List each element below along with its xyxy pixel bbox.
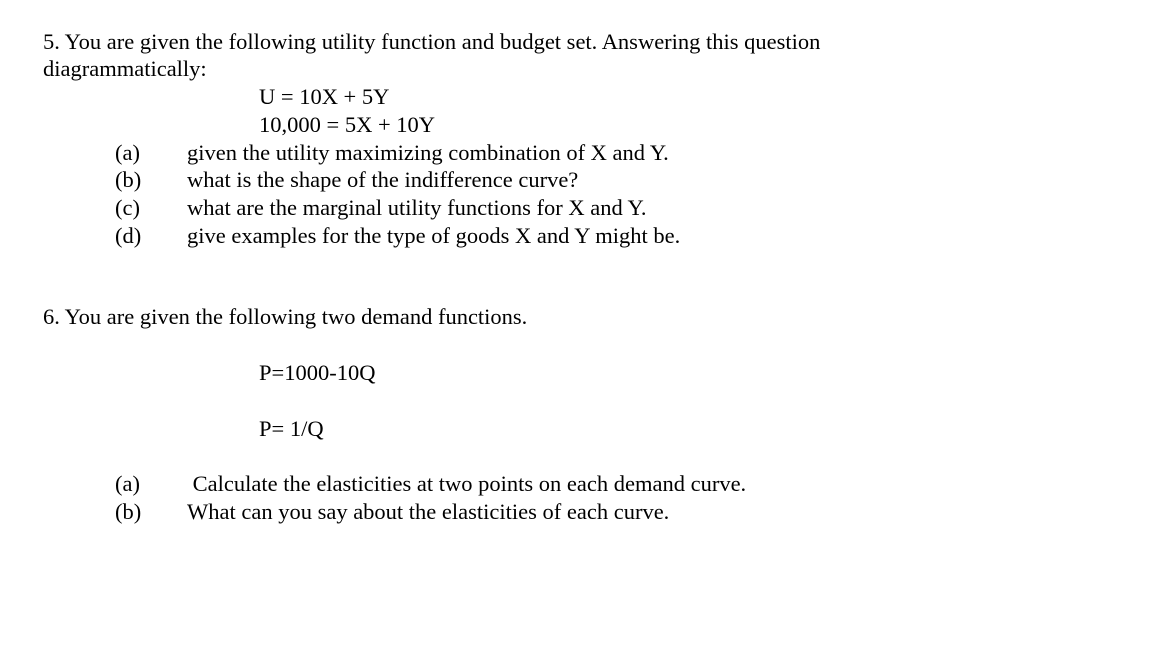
- q6-item-label: (a): [115, 471, 140, 496]
- q5-item-text: what are the marginal utility functions for X and Y.: [187, 195, 647, 220]
- q5-budget-equation: 10,000 = 5X + 10Y: [259, 112, 436, 137]
- q6-demand-equation-1: P=1000-10Q: [259, 360, 376, 385]
- q5-item-label: (a): [115, 140, 140, 165]
- q5-item-label: (c): [115, 195, 140, 220]
- q6-item-label: (b): [115, 499, 142, 524]
- q5-item-text: given the utility maximizing combination of X and Y.: [187, 140, 669, 165]
- q5-heading-line2: diagrammatically:: [43, 56, 207, 81]
- q5-item-label: (b): [115, 167, 142, 192]
- q6-demand-equation-2: P= 1/Q: [259, 416, 324, 441]
- q5-heading-line1: 5. You are given the following utility function and budget set. Answering this question: [43, 29, 821, 54]
- q5-item-text: what is the shape of the indifference curve?: [187, 167, 579, 192]
- q5-item-text: give examples for the type of goods X and Y might be.: [187, 223, 681, 248]
- q6-item-text: What can you say about the elasticities of each curve.: [187, 499, 670, 524]
- q5-utility-equation: U = 10X + 5Y: [259, 84, 390, 109]
- q5-item-label: (d): [115, 223, 142, 248]
- q6-item-text: Calculate the elasticities at two points on each demand curve.: [187, 471, 747, 496]
- q6-heading: 6. You are given the following two demand functions.: [43, 304, 528, 329]
